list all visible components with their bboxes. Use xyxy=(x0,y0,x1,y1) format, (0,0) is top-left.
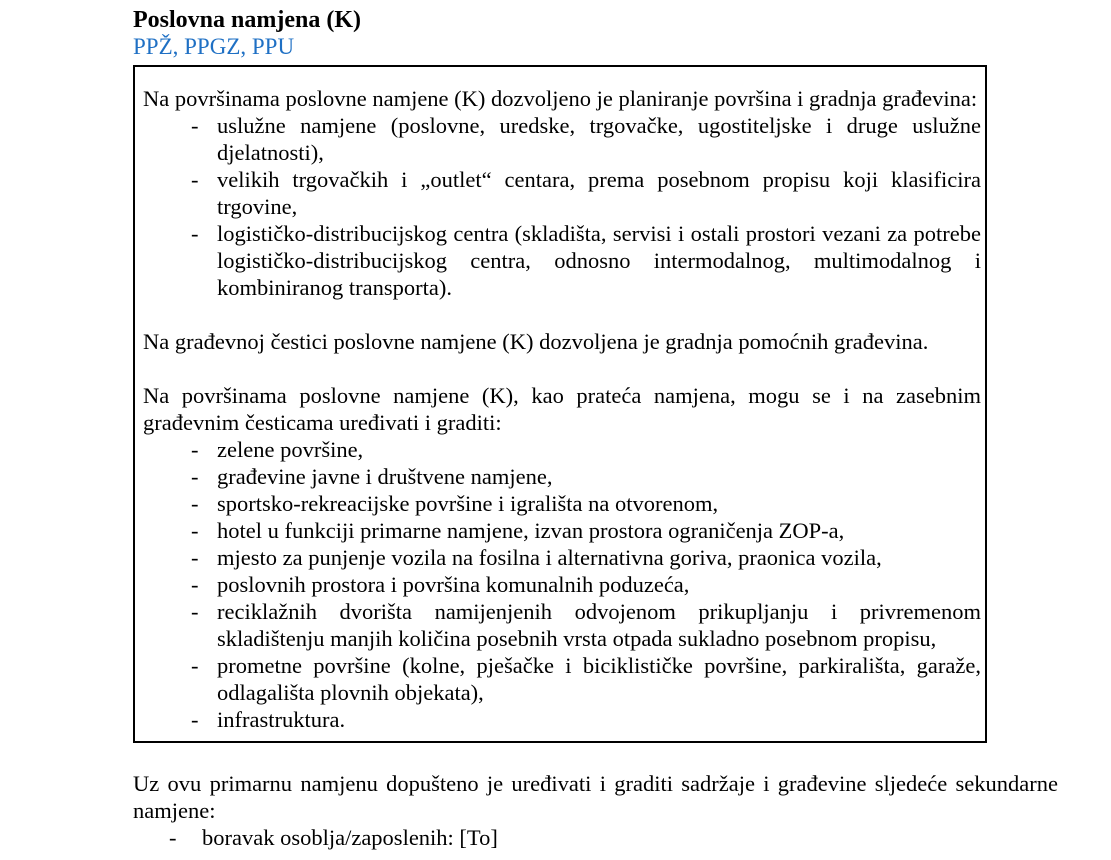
list-item xyxy=(143,571,981,598)
bullet-dash: - xyxy=(191,167,199,192)
list-item-text: uslužne namjene (poslovne, uredske, trgovačke, ugostiteljske i druge uslužne djelatnosti), xyxy=(217,113,981,165)
bullet-dash: - xyxy=(191,545,199,570)
list-item xyxy=(143,436,981,463)
list-item-text: prometne površine (kolne, pješačke i biciklističke površine, parkirališta, garaže, odlagališta plovnih objekata), xyxy=(217,653,981,705)
bullet-dash: - xyxy=(191,437,199,462)
secondary-use-section xyxy=(133,770,1058,851)
list-item xyxy=(143,517,981,544)
list-item-text: hotel u funkciji primarne namjene, izvan prostora ograničenja ZOP-a, xyxy=(217,518,845,543)
list-item-text: zelene površine, xyxy=(217,437,364,462)
paragraph-secondary-uses: Uz ovu primarnu namjenu dopušteno je uređivati i graditi sadržaje i građevine sljedeće sekundarne namjene: xyxy=(133,771,1058,823)
bullet-dash: - xyxy=(191,221,199,246)
list-item xyxy=(143,598,981,652)
list-item-text: građevine javne i društvene namjene, xyxy=(217,464,553,489)
bullet-dash: - xyxy=(169,825,177,850)
list-item-text: sportsko-rekreacijske površine i igrališta na otvorenom, xyxy=(217,491,719,516)
list-item xyxy=(143,652,981,706)
list-item-text: poslovnih prostora i površina komunalnih poduzeća, xyxy=(217,572,690,597)
list-item-text: boravak osoblja/zaposlenih: [To] xyxy=(202,825,498,850)
bullet-dash: - xyxy=(191,653,199,678)
list-item xyxy=(143,220,981,301)
list-item xyxy=(143,706,981,733)
paragraph-auxiliary: Na građevnoj čestici poslovne namjene (K) dozvoljena je gradnja pomoćnih građevina. xyxy=(143,329,929,354)
paragraph-intro: Na površinama poslovne namjene (K) dozvoljeno je planiranje površina i gradnja građevina: xyxy=(143,86,978,111)
list-item xyxy=(143,463,981,490)
list-item xyxy=(143,490,981,517)
list-item xyxy=(143,112,981,166)
bullet-dash: - xyxy=(191,113,199,138)
list-item-text: infrastruktura. xyxy=(217,707,346,732)
bullet-dash: - xyxy=(191,599,199,624)
list-item-text: velikih trgovačkih i „outlet“ centara, prema posebnom propisu koji klasificira trgovine, xyxy=(217,167,981,219)
list-item-text: reciklažnih dvorišta namijenjenih odvojenom prikupljanju i privremenom skladištenju manjih količina posebnih vrsta otpada sukladno posebnom propisu, xyxy=(217,599,981,651)
paragraph-secondary-intro: Na površinama poslovne namjene (K), kao prateća namjena, mogu se i na zasebnim građevnim česticama uređivati i graditi: xyxy=(143,383,981,435)
bullet-dash: - xyxy=(191,572,199,597)
list-item xyxy=(133,824,1058,851)
list-item-text: mjesto za punjenje vozila na fosilna i alternativna goriva, praonica vozila, xyxy=(217,545,882,570)
bullet-dash: - xyxy=(191,464,199,489)
list-item-text: logističko-distribucijskog centra (skladišta, servisi i ostali prostori vezani za potrebe logističko-distribucijskog centra, odnosno intermodalnog, multimodalnog i kombiniranog transporta). xyxy=(217,221,981,300)
list-item xyxy=(143,544,981,571)
bullet-dash: - xyxy=(191,518,199,543)
content-box xyxy=(133,65,987,743)
bullet-dash: - xyxy=(191,491,199,516)
page-title: Poslovna namjena (K) xyxy=(133,7,361,33)
bullet-dash: - xyxy=(191,707,199,732)
reference-links[interactable]: PPŽ, PPGZ, PPU xyxy=(133,34,295,59)
list-item xyxy=(143,166,981,220)
